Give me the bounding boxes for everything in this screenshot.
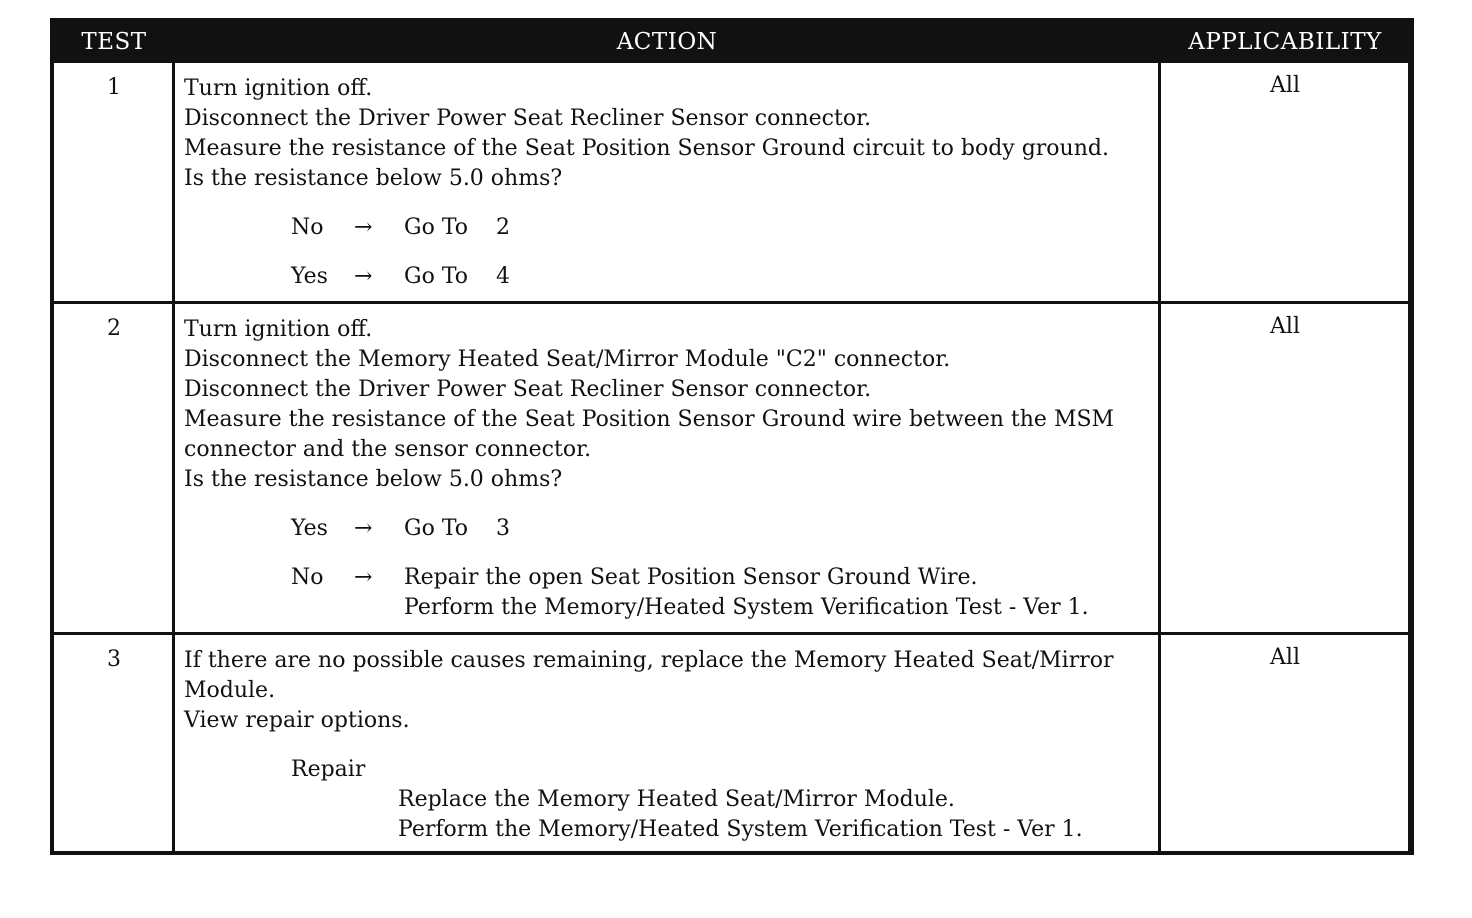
branch-result: Perform the Memory/Heated System Verification Test - Ver 1. <box>404 595 1089 620</box>
action-line: Disconnect the Driver Power Seat Recliner Sensor connector. <box>184 377 872 402</box>
branch-label: Yes <box>291 264 328 289</box>
applicability-value: All <box>1270 314 1300 339</box>
test-number: 2 <box>107 316 121 341</box>
table-header <box>54 22 1410 63</box>
action-line: Measure the resistance of the Seat Position Sensor Ground wire between the MSM <box>184 407 1115 432</box>
goto-target: 3 <box>496 516 510 541</box>
branch-label: Yes <box>291 516 328 541</box>
action-line: View repair options. <box>184 708 410 733</box>
action-line: Is the resistance below 5.0 ohms? <box>184 166 563 191</box>
table-row <box>54 304 1410 632</box>
repair-label: Repair <box>291 757 366 782</box>
goto-text: Go To <box>404 215 469 240</box>
table-row <box>54 635 1410 855</box>
repair-step: Replace the Memory Heated Seat/Mirror Module. <box>398 787 955 812</box>
branch-no <box>184 213 1158 243</box>
goto-text: Go To <box>404 516 469 541</box>
branch-yes <box>184 514 1158 544</box>
action-line: Disconnect the Memory Heated Seat/Mirror Module "C2" connector. <box>184 347 951 372</box>
branch-result: Repair the open Seat Position Sensor Ground Wire. <box>404 565 978 590</box>
table-row <box>54 63 1410 301</box>
branch-yes <box>184 262 1158 292</box>
applicability-value: All <box>1270 73 1300 98</box>
action-cell <box>184 315 1158 623</box>
action-line: Turn ignition off. <box>184 317 373 342</box>
header-action: ACTION <box>616 29 718 55</box>
action-line: Measure the resistance of the Seat Position Sensor Ground circuit to body ground. <box>184 136 1109 161</box>
arrow-right-icon: → <box>354 565 373 590</box>
arrow-right-icon: → <box>354 264 373 289</box>
action-line: Disconnect the Driver Power Seat Recliner Sensor connector. <box>184 106 872 131</box>
action-line: connector and the sensor connector. <box>184 437 592 462</box>
test-number: 1 <box>107 75 121 100</box>
goto-target: 4 <box>496 264 510 289</box>
branch-no <box>184 563 1158 623</box>
arrow-right-icon: → <box>354 215 373 240</box>
arrow-right-icon: → <box>354 516 373 541</box>
test-number: 3 <box>107 647 121 672</box>
header-applicability: APPLICABILITY <box>1188 29 1382 55</box>
action-cell <box>184 646 1158 845</box>
applicability-value: All <box>1270 645 1300 670</box>
action-line: Turn ignition off. <box>184 76 373 101</box>
goto-text: Go To <box>404 264 469 289</box>
header-test: TEST <box>81 29 147 55</box>
branch-label: No <box>291 565 324 590</box>
action-cell <box>184 74 1158 292</box>
action-line: Is the resistance below 5.0 ohms? <box>184 467 563 492</box>
diagnostic-test-table <box>50 18 1414 855</box>
repair-step: Perform the Memory/Heated System Verification Test - Ver 1. <box>398 817 1083 842</box>
goto-target: 2 <box>496 215 510 240</box>
action-line: Module. <box>184 678 276 703</box>
branch-label: No <box>291 215 324 240</box>
action-line: If there are no possible causes remaining, replace the Memory Heated Seat/Mirror <box>184 648 1114 673</box>
